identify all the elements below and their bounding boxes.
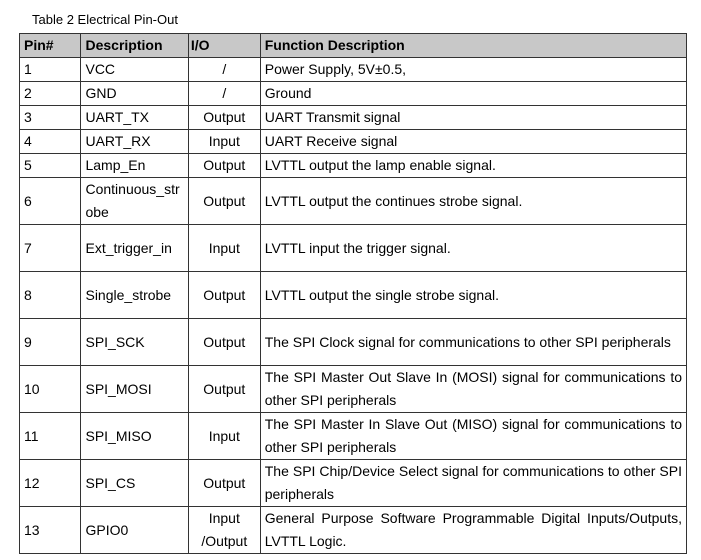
pin-io: Input [188, 225, 260, 272]
pin-number: 2 [20, 82, 81, 106]
table-row [20, 154, 687, 178]
pin-description: SPI_MOSI [81, 366, 188, 413]
pin-number: 1 [20, 58, 81, 82]
pin-io: Output [188, 319, 260, 366]
pin-function: General Purpose Software Programmable Digital Inputs/Outputs, LVTTL Logic. [260, 507, 686, 554]
table-row [20, 130, 687, 154]
pin-number: 9 [20, 319, 81, 366]
pin-function: LVTTL output the lamp enable signal. [260, 154, 686, 178]
pin-number: 13 [20, 507, 81, 554]
pin-description: SPI_CS [81, 460, 188, 507]
header-function: Function Description [260, 34, 686, 58]
pin-number: 8 [20, 272, 81, 319]
pin-number: 12 [20, 460, 81, 507]
pin-number: 11 [20, 413, 81, 460]
pin-description: Ext_trigger_in [81, 225, 188, 272]
pin-description: GND [81, 82, 188, 106]
pin-function: LVTTL output the continues strobe signal. [260, 178, 686, 225]
pin-io: Output [188, 178, 260, 225]
pin-description: SPI_MISO [81, 413, 188, 460]
pin-number: 3 [20, 106, 81, 130]
pin-io: Input /Output [188, 507, 260, 554]
header-io: I/O [188, 34, 260, 58]
pin-function: The SPI Master Out Slave In (MOSI) signal for communications to other SPI peripherals [260, 366, 686, 413]
pin-function: UART Transmit signal [260, 106, 686, 130]
pin-io: / [188, 58, 260, 82]
pin-number: 5 [20, 154, 81, 178]
pin-description: GPIO0 [81, 507, 188, 554]
pin-io: Output [188, 272, 260, 319]
pin-description: Lamp_En [81, 154, 188, 178]
pin-io: / [188, 82, 260, 106]
header-pin: Pin# [20, 34, 81, 58]
pin-number: 6 [20, 178, 81, 225]
table-row [20, 82, 687, 106]
pin-function: LVTTL output the single strobe signal. [260, 272, 686, 319]
pin-description: SPI_SCK [81, 319, 188, 366]
pin-function: Power Supply, 5V±0.5, [260, 58, 686, 82]
pin-number: 7 [20, 225, 81, 272]
pin-description: UART_RX [81, 130, 188, 154]
table-row [20, 106, 687, 130]
pin-number: 10 [20, 366, 81, 413]
pin-description: Continuous_strobe [81, 178, 188, 225]
table-row [20, 366, 687, 413]
table-row [20, 272, 687, 319]
table-row [20, 413, 687, 460]
pin-function: LVTTL input the trigger signal. [260, 225, 686, 272]
pin-io: Output [188, 154, 260, 178]
table-caption: Table 2 Electrical Pin-Out [32, 12, 178, 27]
table-row [20, 58, 687, 82]
pin-function: The SPI Clock signal for communications to other SPI peripherals [260, 319, 686, 366]
table-row [20, 507, 687, 554]
pin-function: The SPI Master In Slave Out (MISO) signal for communications to other SPI peripherals [260, 413, 686, 460]
table-row [20, 225, 687, 272]
pin-function: UART Receive signal [260, 130, 686, 154]
pin-io: Output [188, 106, 260, 130]
pin-function: The SPI Chip/Device Select signal for communications to other SPI peripherals [260, 460, 686, 507]
pin-description: UART_TX [81, 106, 188, 130]
pin-function: Ground [260, 82, 686, 106]
pin-io: Output [188, 460, 260, 507]
pin-io: Input [188, 130, 260, 154]
pinout-table [19, 33, 687, 554]
table-row [20, 319, 687, 366]
pin-number: 4 [20, 130, 81, 154]
pin-io: Input [188, 413, 260, 460]
pin-description: VCC [81, 58, 188, 82]
table-row [20, 178, 687, 225]
pin-io: Output [188, 366, 260, 413]
table-header-row [20, 34, 687, 58]
table-row [20, 460, 687, 507]
pin-description: Single_strobe [81, 272, 188, 319]
header-description: Description [81, 34, 188, 58]
